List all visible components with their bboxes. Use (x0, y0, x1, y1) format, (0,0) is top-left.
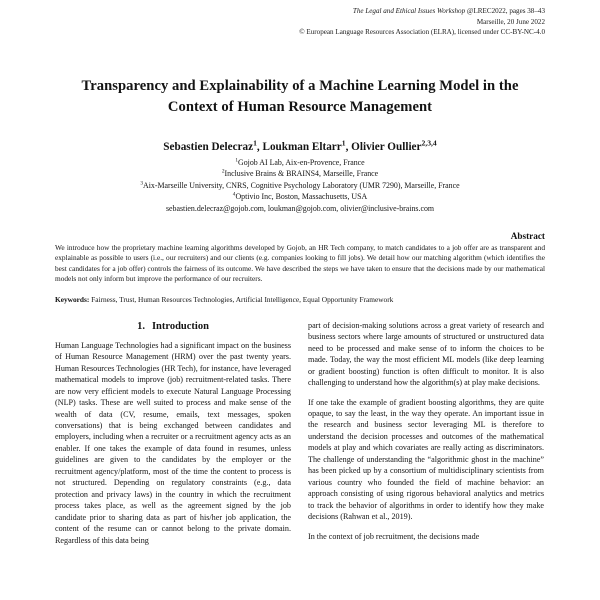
paragraph: Human Language Technologies had a significant impact on the business of Human Resource Management (HRM) over the past twenty years. Human Resources Technologies (HR Tech), for instance, have leveraged mathematical models to improve (job) recruitment-related tasks. There are now very efficient models to execute Natural Language Processing (NLP) tasks. These are well suited to process and make sense of the wealth of data (CV, resume, emails, text messages, spoken conversations) that is being exchanged between candidates and employers, including when a recruiter or a recruitment agency acts as an enabler. If one takes the example of data found in resumes, unless guidelines are given to the candidates by the employer or the recruitment agency/platform, most of the time the content to process is not structured. Depending on regulatory constraints (e.g., data protection and privacy laws) in the country in which the recruitment process takes place, as well as the agreement signed by the job candidate prior to sharing data as part of his/her job application, the content of the resume can or cannot belong to the private domain. Regardless of this data being (55, 340, 291, 545)
section-number: 1. (137, 320, 145, 332)
affiliation-text: Gojob AI Lab, Aix-en-Provence, France (238, 157, 365, 167)
affiliation-marker: 2 (221, 168, 225, 175)
venue-name: The Legal and Ethical Issues Workshop (352, 7, 466, 15)
affiliation-text: Inclusive Brains & BRAINS4, Marseille, France (224, 169, 379, 179)
author-1-name: Sebastien Delecraz (163, 140, 254, 153)
abstract-heading: Abstract (510, 230, 545, 241)
running-header (55, 6, 545, 38)
affiliation-marker: 3 (140, 179, 144, 186)
author-emails: sebastien.delecraz@gojob.com, loukman@gojob.com, olivier@inclusive-brains.com (165, 204, 435, 214)
author-list (55, 140, 545, 154)
section-heading-introduction (55, 320, 291, 334)
paragraph: part of decision-making solutions across a great variety of research and business sectors where large amounts of structured or unstructured data need to be processed and make sense of to inform the choices to be made. Today, the way the most efficient ML models (like deep learning or gradient boosting) function is often difficult to monitor. It is also challenging to understand how the algorithm(s) at play make decisions. (308, 320, 544, 388)
column-right (308, 320, 544, 542)
affiliation-item (55, 157, 545, 168)
author-3-name: Olivier Oullier (351, 140, 422, 153)
keywords-value: Fairness, Trust, Human Resources Technologies, Artificial Intelligence, Equal Opportunity Framework (91, 295, 394, 305)
venue-pages: @LREC2022, pages 38–43 (465, 7, 545, 15)
abstract-section (55, 231, 545, 306)
affiliation-marker: 1 (235, 157, 239, 164)
keywords-line (55, 295, 545, 305)
author-1-affil-marker: 1 (253, 138, 257, 148)
affiliation-text: Aix-Marseille University, CNRS, Cognitive Psychology Laboratory (UMR 7290), Marseille, France (143, 180, 460, 190)
page-title-line-1: Transparency and Explainability of a Machine Learning Model in the (81, 77, 519, 94)
affiliation-item (55, 168, 545, 179)
section-title: Introduction (151, 320, 209, 332)
author-separator-1: , (256, 140, 263, 153)
running-header-license-line: © European Language Resources Association (ELRA), licensed under CC-BY-NC-4.0 (299, 28, 545, 37)
affiliation-marker: 4 (232, 191, 236, 198)
running-header-venue-line (55, 6, 545, 17)
paragraph: If one take the example of gradient boosting algorithms, they are quite opaque, to say the least, in the way they operate. An important issue in the research and business sector leveraging ML is therefore to understand the decision processes and outcomes of the mathematical models at play and which covariates are really acting as discriminators. The challenge of understanding the “algorithmic ghost in the machine” has been picked up by a consortium of multidisciplinary scientists from various country who founded the field of machine behavior: an approach consisting of using rigorous behavioral analytics and metrics to track the behavior of algorithms in order to identify how they make decisions (Rahwan et al., 2019). (308, 397, 544, 522)
page-title-line-2: Context of Human Resource Management (167, 98, 433, 115)
paragraph: In the context of job recruitment, the decisions made (308, 531, 480, 541)
author-2-name: Loukman Eltarr (262, 140, 342, 153)
column-left (55, 320, 291, 546)
affiliation-item (55, 191, 545, 202)
affiliation-item (55, 180, 545, 191)
author-3-affil-marker: 2,3,4 (421, 138, 437, 148)
page-title (55, 76, 545, 118)
author-2-affil-marker: 1 (341, 138, 346, 148)
keywords-label: Keywords: (55, 295, 90, 305)
abstract-text: We introduce how the proprietary machine learning algorithms developed by Gojob, an HR Tech company, to match candidates to a job offer are as transparent and explainable as possible to users (i.e., our recruiters) and our clients (e.g. companies looking to fill jobs). We detail how our matching algorithm (which identifies the best candidates for a job offer) controls the fairness of its outcome. We have described the steps we have taken to ensure that the decisions made by our mathematical models not only inform but improve the performance of our recruiters. (55, 242, 545, 284)
running-header-date-line: Marseille, 20 June 2022 (476, 17, 545, 26)
affiliation-list (55, 157, 545, 203)
body-columns (55, 320, 545, 546)
affiliation-text: Optivio Inc, Boston, Massachusetts, USA (235, 192, 368, 201)
author-separator-2: , (345, 140, 352, 153)
